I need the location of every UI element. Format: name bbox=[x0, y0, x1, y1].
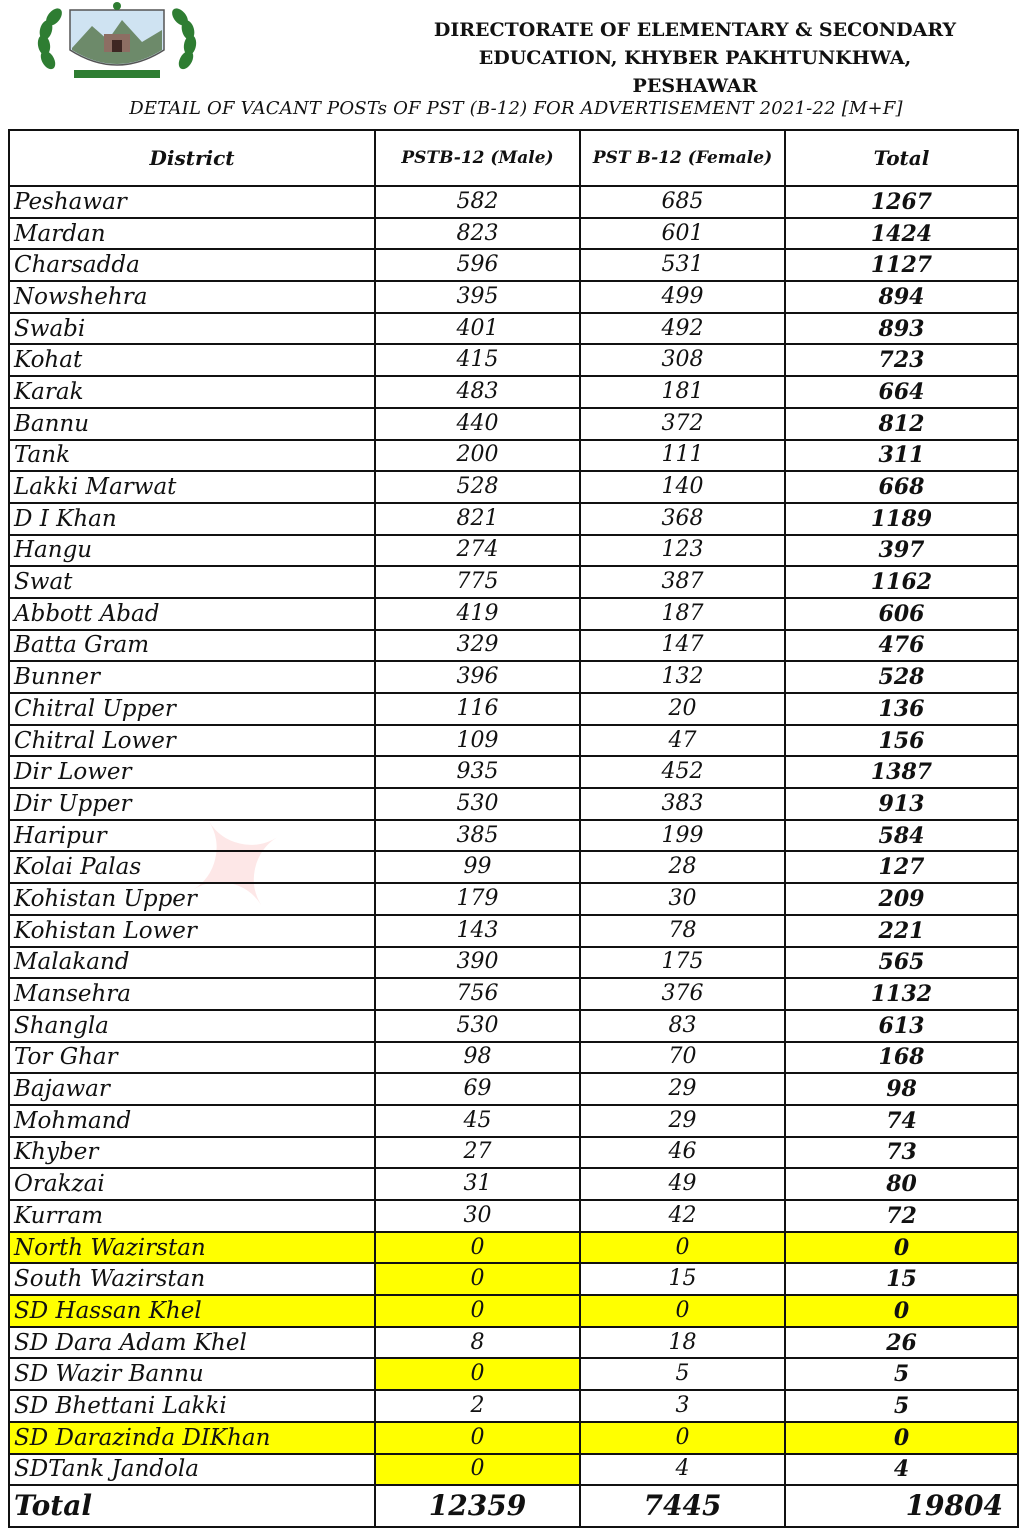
table-row bbox=[9, 566, 1018, 598]
female-cell: 383 bbox=[580, 788, 785, 820]
district-cell: Nowshehra bbox=[9, 281, 375, 313]
total-cell: 26 bbox=[785, 1327, 1018, 1359]
male-cell: 99 bbox=[375, 851, 580, 883]
district-cell: SD Darazinda DIKhan bbox=[9, 1422, 375, 1454]
male-cell: 419 bbox=[375, 598, 580, 630]
female-cell: 452 bbox=[580, 756, 785, 788]
total-cell: 1189 bbox=[785, 503, 1018, 535]
total-male: 12359 bbox=[375, 1485, 580, 1527]
male-cell: 98 bbox=[375, 1042, 580, 1074]
female-cell: 0 bbox=[580, 1295, 785, 1327]
male-cell: 30 bbox=[375, 1200, 580, 1232]
header-line-1: DIRECTORATE OF ELEMENTARY & SECONDARY bbox=[433, 19, 957, 41]
table-row bbox=[9, 440, 1018, 472]
district-cell: Abbott Abad bbox=[9, 598, 375, 630]
female-cell: 308 bbox=[580, 344, 785, 376]
male-cell: 775 bbox=[375, 566, 580, 598]
male-cell: 385 bbox=[375, 820, 580, 852]
female-cell: 175 bbox=[580, 947, 785, 979]
male-cell: 69 bbox=[375, 1073, 580, 1105]
table-row bbox=[9, 947, 1018, 979]
female-cell: 15 bbox=[580, 1263, 785, 1295]
district-cell: Mardan bbox=[9, 218, 375, 250]
table-row bbox=[9, 471, 1018, 503]
female-cell: 28 bbox=[580, 851, 785, 883]
total-cell: 127 bbox=[785, 851, 1018, 883]
total-cell: 565 bbox=[785, 947, 1018, 979]
table-row bbox=[9, 1200, 1018, 1232]
table-row bbox=[9, 1358, 1018, 1390]
female-cell: 147 bbox=[580, 630, 785, 662]
female-cell: 368 bbox=[580, 503, 785, 535]
female-cell: 4 bbox=[580, 1454, 785, 1486]
total-cell: 221 bbox=[785, 915, 1018, 947]
column-header-total: Total bbox=[785, 130, 1018, 186]
table-row bbox=[9, 1390, 1018, 1422]
district-cell: Kurram bbox=[9, 1200, 375, 1232]
table-row bbox=[9, 344, 1018, 376]
male-cell: 483 bbox=[375, 376, 580, 408]
male-cell: 329 bbox=[375, 630, 580, 662]
female-cell: 18 bbox=[580, 1327, 785, 1359]
total-cell: 1132 bbox=[785, 978, 1018, 1010]
table-row bbox=[9, 503, 1018, 535]
district-cell: Khyber bbox=[9, 1137, 375, 1169]
male-cell: 116 bbox=[375, 693, 580, 725]
total-cell: 0 bbox=[785, 1232, 1018, 1264]
district-cell: Batta Gram bbox=[9, 630, 375, 662]
district-cell: South Wazirstan bbox=[9, 1263, 375, 1295]
female-cell: 83 bbox=[580, 1010, 785, 1042]
female-cell: 199 bbox=[580, 820, 785, 852]
table-row bbox=[9, 1010, 1018, 1042]
header-line-2: EDUCATION, KHYBER PAKHTUNKHWA, PESHAWAR bbox=[478, 47, 912, 97]
table-row bbox=[9, 1454, 1018, 1486]
total-label: Total bbox=[9, 1485, 375, 1527]
total-cell: 209 bbox=[785, 883, 1018, 915]
table-row bbox=[9, 1232, 1018, 1264]
female-cell: 531 bbox=[580, 249, 785, 281]
male-cell: 2 bbox=[375, 1390, 580, 1422]
table-row bbox=[9, 249, 1018, 281]
district-cell: Mansehra bbox=[9, 978, 375, 1010]
female-cell: 70 bbox=[580, 1042, 785, 1074]
district-cell: North Wazirstan bbox=[9, 1232, 375, 1264]
district-cell: Kohistan Lower bbox=[9, 915, 375, 947]
male-cell: 582 bbox=[375, 186, 580, 218]
total-cell: 0 bbox=[785, 1422, 1018, 1454]
total-total: 19804 bbox=[785, 1485, 1018, 1527]
male-cell: 179 bbox=[375, 883, 580, 915]
total-cell: 812 bbox=[785, 408, 1018, 440]
male-cell: 530 bbox=[375, 1010, 580, 1042]
male-cell: 0 bbox=[375, 1454, 580, 1486]
district-cell: Hangu bbox=[9, 535, 375, 567]
total-cell: 1162 bbox=[785, 566, 1018, 598]
total-cell: 397 bbox=[785, 535, 1018, 567]
district-cell: Bannu bbox=[9, 408, 375, 440]
table-row bbox=[9, 218, 1018, 250]
directorate-logo bbox=[30, 0, 204, 86]
male-cell: 401 bbox=[375, 313, 580, 345]
total-cell: 0 bbox=[785, 1295, 1018, 1327]
total-cell: 1387 bbox=[785, 756, 1018, 788]
total-cell: 893 bbox=[785, 313, 1018, 345]
table-row bbox=[9, 1295, 1018, 1327]
table-row bbox=[9, 281, 1018, 313]
male-cell: 109 bbox=[375, 725, 580, 757]
column-header-female: PST B-12 (Female) bbox=[580, 130, 785, 186]
district-cell: Dir Upper bbox=[9, 788, 375, 820]
total-cell: 156 bbox=[785, 725, 1018, 757]
table-row bbox=[9, 788, 1018, 820]
district-cell: D I Khan bbox=[9, 503, 375, 535]
male-cell: 200 bbox=[375, 440, 580, 472]
male-cell: 440 bbox=[375, 408, 580, 440]
document-subtitle: DETAIL OF VACANT POSTs OF PST (B-12) FOR ADVERTISEMENT 2021-22 [M+F] bbox=[129, 98, 903, 119]
total-cell: 311 bbox=[785, 440, 1018, 472]
district-cell: SD Wazir Bannu bbox=[9, 1358, 375, 1390]
male-cell: 0 bbox=[375, 1422, 580, 1454]
total-cell: 668 bbox=[785, 471, 1018, 503]
female-cell: 492 bbox=[580, 313, 785, 345]
male-cell: 143 bbox=[375, 915, 580, 947]
total-cell: 613 bbox=[785, 1010, 1018, 1042]
total-cell: 98 bbox=[785, 1073, 1018, 1105]
female-cell: 111 bbox=[580, 440, 785, 472]
male-cell: 935 bbox=[375, 756, 580, 788]
table-row bbox=[9, 1073, 1018, 1105]
district-cell: SD Bhettani Lakki bbox=[9, 1390, 375, 1422]
male-cell: 596 bbox=[375, 249, 580, 281]
table-row bbox=[9, 1168, 1018, 1200]
male-cell: 31 bbox=[375, 1168, 580, 1200]
female-cell: 78 bbox=[580, 915, 785, 947]
female-cell: 601 bbox=[580, 218, 785, 250]
district-cell: Bunner bbox=[9, 661, 375, 693]
total-cell: 1424 bbox=[785, 218, 1018, 250]
grand-total-row bbox=[9, 1485, 1018, 1527]
district-cell: Orakzai bbox=[9, 1168, 375, 1200]
total-cell: 723 bbox=[785, 344, 1018, 376]
table-row bbox=[9, 661, 1018, 693]
table-row bbox=[9, 915, 1018, 947]
female-cell: 376 bbox=[580, 978, 785, 1010]
female-cell: 47 bbox=[580, 725, 785, 757]
total-cell: 73 bbox=[785, 1137, 1018, 1169]
male-cell: 396 bbox=[375, 661, 580, 693]
male-cell: 27 bbox=[375, 1137, 580, 1169]
male-cell: 528 bbox=[375, 471, 580, 503]
district-cell: Kohistan Upper bbox=[9, 883, 375, 915]
table-row bbox=[9, 1105, 1018, 1137]
table-row bbox=[9, 408, 1018, 440]
column-header-district: District bbox=[9, 130, 375, 186]
district-cell: Karak bbox=[9, 376, 375, 408]
total-cell: 528 bbox=[785, 661, 1018, 693]
male-cell: 8 bbox=[375, 1327, 580, 1359]
table-row bbox=[9, 1327, 1018, 1359]
table-row bbox=[9, 1422, 1018, 1454]
female-cell: 132 bbox=[580, 661, 785, 693]
female-cell: 140 bbox=[580, 471, 785, 503]
male-cell: 0 bbox=[375, 1263, 580, 1295]
female-cell: 387 bbox=[580, 566, 785, 598]
district-cell: Tor Ghar bbox=[9, 1042, 375, 1074]
male-cell: 395 bbox=[375, 281, 580, 313]
female-cell: 5 bbox=[580, 1358, 785, 1390]
total-cell: 74 bbox=[785, 1105, 1018, 1137]
total-cell: 136 bbox=[785, 693, 1018, 725]
table-row bbox=[9, 851, 1018, 883]
table-row bbox=[9, 725, 1018, 757]
total-cell: 913 bbox=[785, 788, 1018, 820]
district-cell: Lakki Marwat bbox=[9, 471, 375, 503]
total-cell: 168 bbox=[785, 1042, 1018, 1074]
total-cell: 1127 bbox=[785, 249, 1018, 281]
district-cell: Dir Lower bbox=[9, 756, 375, 788]
male-cell: 0 bbox=[375, 1232, 580, 1264]
total-cell: 5 bbox=[785, 1390, 1018, 1422]
table-row bbox=[9, 598, 1018, 630]
male-cell: 530 bbox=[375, 788, 580, 820]
district-cell: SD Dara Adam Khel bbox=[9, 1327, 375, 1359]
female-cell: 372 bbox=[580, 408, 785, 440]
table-header-row bbox=[9, 130, 1018, 186]
total-cell: 584 bbox=[785, 820, 1018, 852]
female-cell: 46 bbox=[580, 1137, 785, 1169]
female-cell: 29 bbox=[580, 1073, 785, 1105]
female-cell: 181 bbox=[580, 376, 785, 408]
total-cell: 4 bbox=[785, 1454, 1018, 1486]
district-cell: Bajawar bbox=[9, 1073, 375, 1105]
total-cell: 72 bbox=[785, 1200, 1018, 1232]
district-cell: Swat bbox=[9, 566, 375, 598]
vacant-posts-table bbox=[8, 129, 1019, 1528]
female-cell: 187 bbox=[580, 598, 785, 630]
district-cell: Shangla bbox=[9, 1010, 375, 1042]
table-row bbox=[9, 535, 1018, 567]
district-cell: SDTank Jandola bbox=[9, 1454, 375, 1486]
female-cell: 20 bbox=[580, 693, 785, 725]
document-header bbox=[420, 16, 970, 100]
male-cell: 0 bbox=[375, 1295, 580, 1327]
column-header-male: PSTB-12 (Male) bbox=[375, 130, 580, 186]
total-cell: 80 bbox=[785, 1168, 1018, 1200]
district-cell: Kohat bbox=[9, 344, 375, 376]
district-cell: Swabi bbox=[9, 313, 375, 345]
table-row bbox=[9, 376, 1018, 408]
district-cell: Mohmand bbox=[9, 1105, 375, 1137]
total-cell: 15 bbox=[785, 1263, 1018, 1295]
district-cell: Haripur bbox=[9, 820, 375, 852]
female-cell: 49 bbox=[580, 1168, 785, 1200]
watermark: ✦ bbox=[150, 772, 323, 959]
female-cell: 30 bbox=[580, 883, 785, 915]
table-row bbox=[9, 756, 1018, 788]
table-row bbox=[9, 978, 1018, 1010]
district-cell: SD Hassan Khel bbox=[9, 1295, 375, 1327]
male-cell: 823 bbox=[375, 218, 580, 250]
female-cell: 685 bbox=[580, 186, 785, 218]
male-cell: 274 bbox=[375, 535, 580, 567]
male-cell: 415 bbox=[375, 344, 580, 376]
female-cell: 499 bbox=[580, 281, 785, 313]
female-cell: 3 bbox=[580, 1390, 785, 1422]
total-cell: 5 bbox=[785, 1358, 1018, 1390]
male-cell: 390 bbox=[375, 947, 580, 979]
male-cell: 821 bbox=[375, 503, 580, 535]
table-row bbox=[9, 313, 1018, 345]
table-row bbox=[9, 693, 1018, 725]
table-row bbox=[9, 1263, 1018, 1295]
male-cell: 756 bbox=[375, 978, 580, 1010]
male-cell: 0 bbox=[375, 1358, 580, 1390]
district-cell: Tank bbox=[9, 440, 375, 472]
male-cell: 45 bbox=[375, 1105, 580, 1137]
district-cell: Chitral Upper bbox=[9, 693, 375, 725]
table-row bbox=[9, 1137, 1018, 1169]
district-cell: Charsadda bbox=[9, 249, 375, 281]
district-cell: Kolai Palas bbox=[9, 851, 375, 883]
female-cell: 123 bbox=[580, 535, 785, 567]
total-cell: 476 bbox=[785, 630, 1018, 662]
table-row bbox=[9, 1042, 1018, 1074]
female-cell: 0 bbox=[580, 1422, 785, 1454]
table-row bbox=[9, 820, 1018, 852]
total-cell: 606 bbox=[785, 598, 1018, 630]
total-cell: 1267 bbox=[785, 186, 1018, 218]
district-cell: Chitral Lower bbox=[9, 725, 375, 757]
total-cell: 894 bbox=[785, 281, 1018, 313]
district-cell: Peshawar bbox=[9, 186, 375, 218]
total-female: 7445 bbox=[580, 1485, 785, 1527]
table-row bbox=[9, 630, 1018, 662]
total-cell: 664 bbox=[785, 376, 1018, 408]
district-cell: Malakand bbox=[9, 947, 375, 979]
table-row bbox=[9, 186, 1018, 218]
female-cell: 42 bbox=[580, 1200, 785, 1232]
female-cell: 0 bbox=[580, 1232, 785, 1264]
female-cell: 29 bbox=[580, 1105, 785, 1137]
table-row bbox=[9, 883, 1018, 915]
